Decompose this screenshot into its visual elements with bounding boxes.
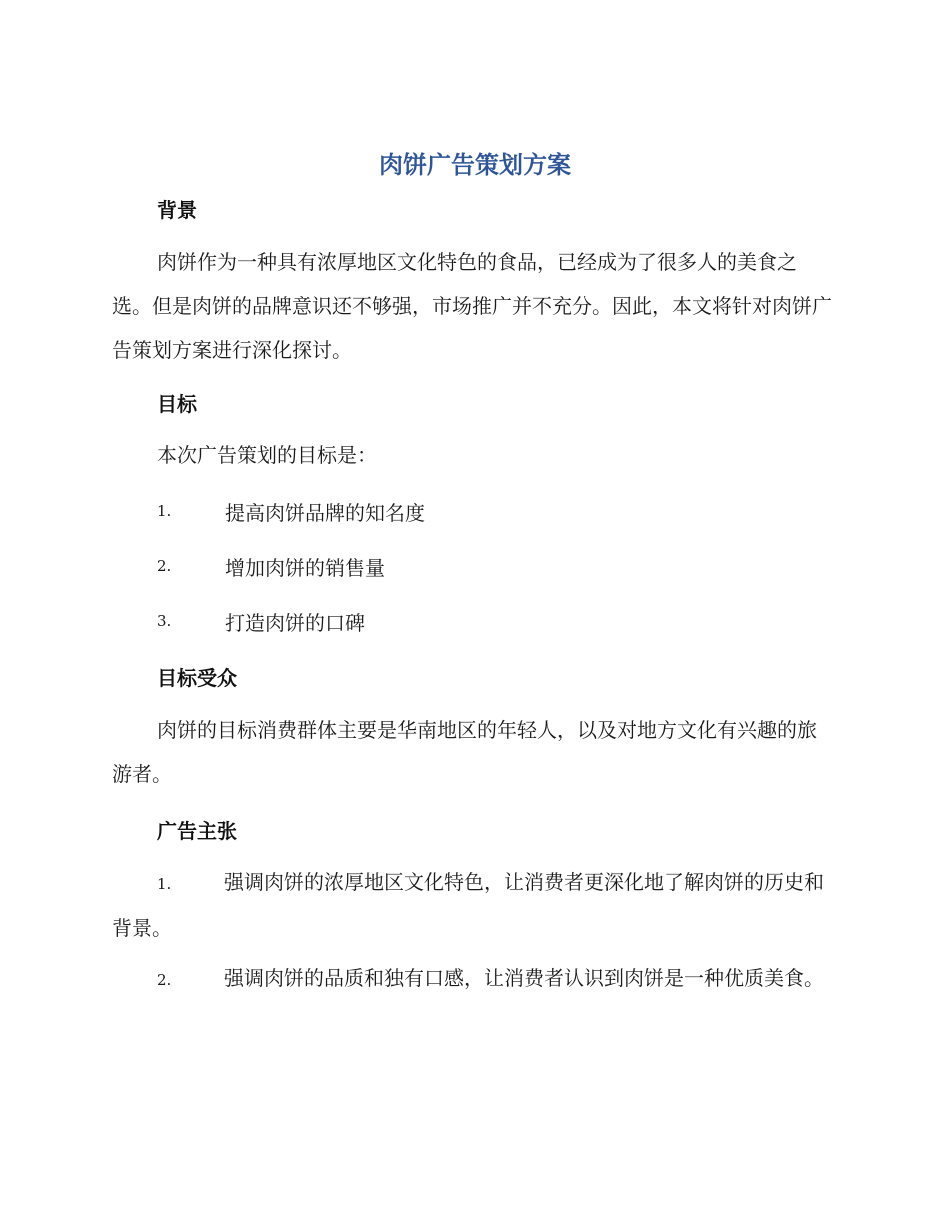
list-number: 2. [157,557,172,575]
section-heading-claims: 广告主张 [157,819,237,843]
list-item-text: 增加肉饼的销售量 [225,556,385,580]
background-paragraph: 肉饼作为一种具有浓厚地区文化特色的食品，已经成为了很多人的美食之选。但是肉饼的品牌意识还不够强，市场推广并不充分。因此，本文将针对肉饼广告策划方案进行深化探讨。 [112,250,832,362]
section-heading-goals: 目标 [157,392,197,416]
list-item-text: 提高肉饼品牌的知名度 [225,501,425,525]
list-item-text: 打造肉饼的口碑 [225,611,365,635]
claim-item-2 [112,956,834,1002]
list-item-text: 强调肉饼的浓厚地区文化特色，让消费者更深化地了解肉饼的历史和背景。 [112,870,824,940]
audience-paragraph: 肉饼的目标消费群体主要是华南地区的年轻人，以及对地方文化有兴趣的旅游者。 [112,718,817,786]
list-number: 1. [157,875,172,893]
list-item-text: 强调肉饼的品质和独有口感，让消费者认识到肉饼是一种优质美食。 [224,966,824,990]
page-title: 肉饼广告策划方案 [379,151,571,179]
goals-intro: 本次广告策划的目标是： [157,443,377,467]
list-number: 3. [157,612,172,630]
claim-item-1 [112,860,834,950]
list-number: 2. [157,971,172,989]
section-heading-background: 背景 [157,198,197,222]
section-heading-audience: 目标受众 [157,666,237,690]
list-number: 1. [157,502,172,520]
